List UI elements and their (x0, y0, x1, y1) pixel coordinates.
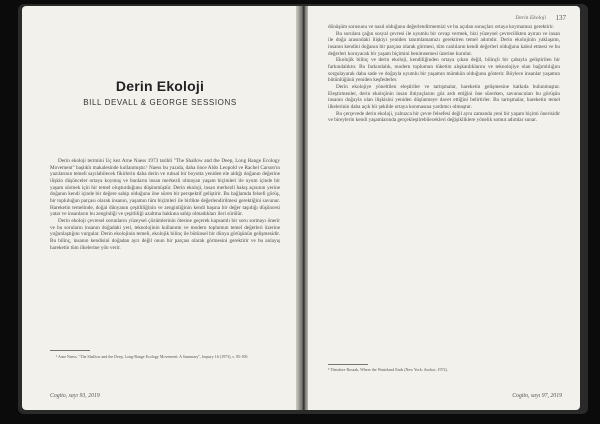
article-authors: BILL DEVALL & GEORGE SESSIONS (83, 98, 237, 107)
right-page (308, 6, 580, 410)
footnote: ² Theodore Roszak, Where the Wasteland Ends (New York: Anchor, 1972). (328, 367, 448, 372)
book-spread (18, 4, 588, 414)
running-head: Derin Ekoloji (515, 15, 546, 21)
paragraph: Bu çerçevede derin ekoloji, yalnızca bir çevre felsefesi değil aynı zamanda yeni bir yaşam biçimi önerisidir ve bireylerin kendi yaşamlarında gerçekleştirebilecekleri değişikliklere yönelik somut adımlar sunar. (328, 110, 560, 124)
right-body-text (328, 24, 560, 340)
folio: Cogito, sayı 93, 2019 (50, 393, 100, 399)
paragraph: Derin ekoloji terimini Üç kez Arne Naess 1973 tarihli "The Shallow and the Deep, Long Range Ecology Movement" başlıklı makalesinde kullanmıştır.¹ Naess bu yazıda, daha önce Aldo Leopold ve Rachel Carson'ın yazılarının temeli sayılabilecek fikirlerin daha derin ve ruhsal bir boyutta yeniden ele aldığı doğanın değerine ilişkin düşünceler ortaya koymuş ve bunların insan merkezli olmayan yaşam biçimleri ile uyum içinde bir yaşam sürmek için bir temel oluşturduğunu düşünmüştür. Derin ekoloji, insan merkezli bakış açısının yerine doğanın kendi içinde bir değere sahip olduğunu öne süren bir perspektif geliştirir. Bu bağlamda felsefi görüş, bir topluluğun parçası olarak insanın, yaşamın tüm biçimleri ile birlikte değerlendirilmesi gerektiğini savunur. Hareketin temelinde, doğal dünyanın çeşitliliğinin ve zenginliğinin kendi başına bir değer taşıdığı düşüncesi yatar ve insanların bu zenginliği ve çeşitliliği azaltma hakkına sahip olmadıkları ileri sürülür. (50, 158, 280, 218)
paragraph: Ekolojik bilinç ve derin ekoloji, kendiliğinden ortaya çıkan değil, bilinçli bir çabayla geliştirilen bir farkındalıktır. Bu farkındalık, modern toplumun tüketim alışkanlıklarını ve teknolojiye olan bağımlılığını sorgulayarak daha sade ve doğayla uyumlu bir yaşamın mümkün olduğunu gösterir. Böylece insanlar yaşamın bütünlüğünü yeniden keşfederler. (328, 57, 560, 84)
page-number: 137 (555, 14, 566, 22)
folio: Cogito, sayı 97, 2019 (512, 393, 562, 399)
footnote-rule (50, 350, 90, 351)
paragraph: dönüşüm sorusunu ve nasıl olduğunu değerlendirmemizi ve bu açıdan sonuçları ortaya koymamızı gerektirir. (328, 24, 555, 30)
paragraph: Derin ekoloji çevresel sorunların yüzeysel çözümlerinin ötesine geçerek kapsamlı bir soru sormayı önerir ve bu soruların insanın doğadaki yeri, teknolojinin kullanımı ve modern toplumun temel değerleri üzerine yoğunlaştığını vurgular. Derin ekolojinin temeli, ekolojik bilinç ile bütünsel bir dünya görüşünün gelişmesidir. Bu bilinç, insanın kendisini doğadan ayrı değil onun bir parçası olarak görmesini gerektirir ve bu anlayış hareketin tüm ilkelerine yön verir. (50, 217, 280, 251)
footnote-rule (328, 364, 368, 365)
left-page (22, 6, 298, 410)
article-title: Derin Ekoloji (115, 78, 205, 94)
left-body-text (50, 158, 280, 344)
paragraph: Bu sorulara çağın sosyal çevresi ile uyumlu bir cevap vermek, bizi yüzeysel çevrecilikten ayıran ve insan ile doğa arasındaki ilişkiyi yeniden tanımlamamızı gerektiren temel adımdır. Derin ekolojinin yaklaşımı, insanın kendini doğanın bir parçası olarak görmesi, tüm canlıların kendi değerleri olduğunu kabul etmesi ve bu değerleri koruyacak bir yaşam biçimini benimsemesi üzerine kurulur. (328, 30, 560, 57)
footnote: ¹ Arne Naess, "The Shallow and the Deep, Long-Range Ecology Movement: A Summary", Inquiry 16 (1973), s. 95-100. (56, 354, 249, 359)
paragraph: Derin ekolojiye yöneltilen eleştiriler ve tartışmalar, hareketin gelişmesine katkıda bulunmuştur. Eleştirmenler, derin ekolojinin insan ihtiyaçlarını göz ardı ettiğini öne sürerken, savunucuları bu görüşün insanın doğayla olan ilişkisini yeniden düşünmeye davet ettiğini belirtirler. Bu tartışmalar, hareketin temel ilkelerinin daha açık bir şekilde ortaya konmasına yardımcı olmuştur. (328, 83, 560, 110)
